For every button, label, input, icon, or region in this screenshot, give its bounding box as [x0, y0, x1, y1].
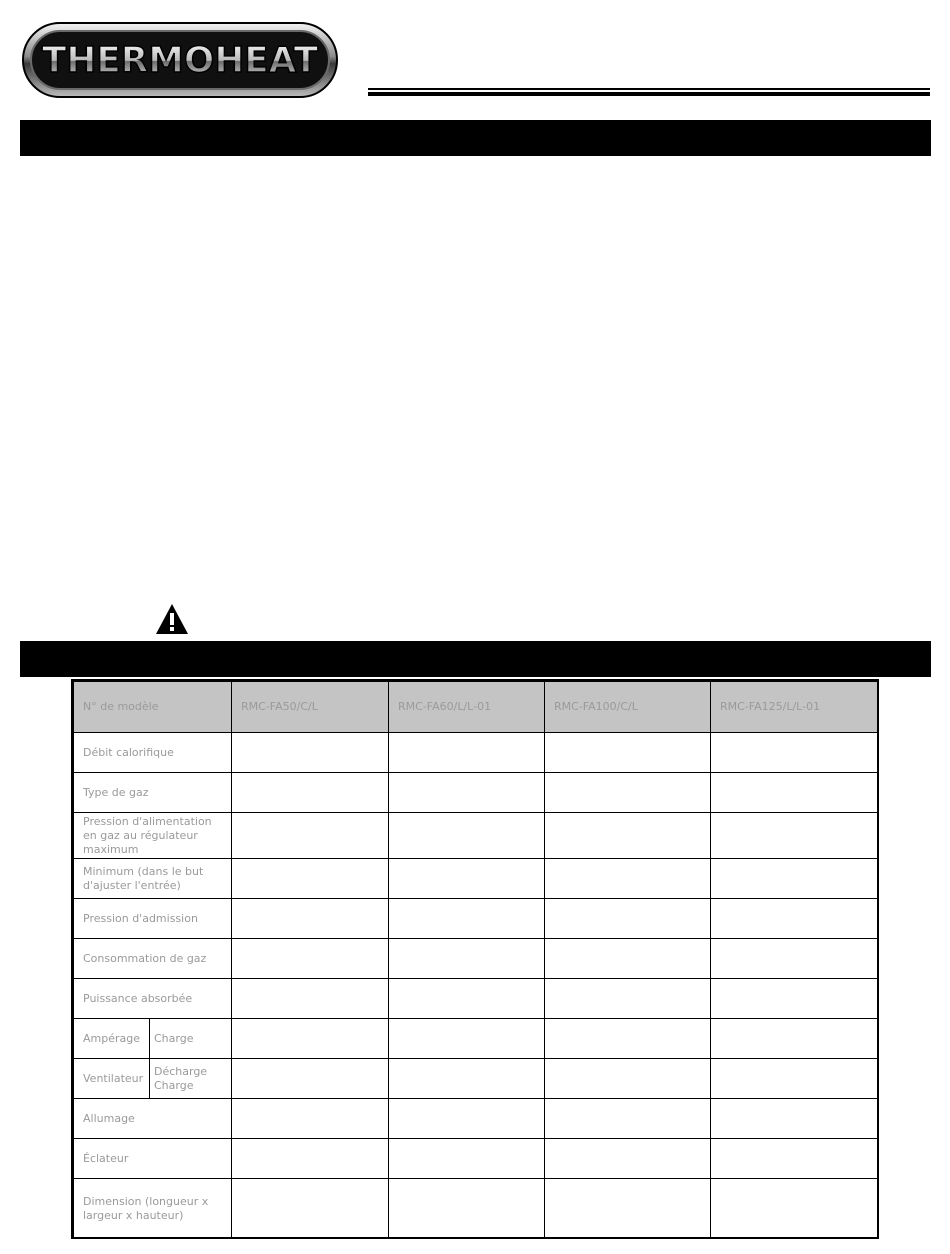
- row-sublabel: Décharge Charge: [154, 1064, 208, 1092]
- table-cell: [389, 859, 545, 899]
- row-label-split: [74, 1019, 232, 1059]
- header-model-no: N° de modèle: [74, 682, 232, 733]
- table-cell: [389, 1179, 545, 1239]
- table-row: [74, 939, 878, 979]
- table-cell: [711, 1019, 878, 1059]
- table-cell: [545, 939, 711, 979]
- row-label: Éclateur: [74, 1139, 232, 1179]
- table-cell: [711, 939, 878, 979]
- table-cell: [232, 1179, 389, 1239]
- table-cell: [232, 939, 389, 979]
- table-cell: [545, 733, 711, 773]
- table-cell: [545, 1059, 711, 1099]
- row-sublabel: Charge: [154, 1031, 194, 1045]
- table-cell: [711, 1179, 878, 1239]
- row-label: Pression d'admission: [74, 899, 232, 939]
- thermoheat-logo: [22, 22, 338, 98]
- header-model-3: RMC-FA100/C/L: [545, 682, 711, 733]
- table-cell: [389, 733, 545, 773]
- row-label-split: [74, 1059, 232, 1099]
- table-cell: [389, 939, 545, 979]
- table-cell: [389, 1019, 545, 1059]
- specifications-table: [71, 679, 879, 1239]
- table-cell: [545, 899, 711, 939]
- row-label: Débit calorifique: [74, 733, 232, 773]
- table-row: [74, 899, 878, 939]
- table-cell: [545, 813, 711, 859]
- table-cell: [232, 1099, 389, 1139]
- table-cell: [232, 859, 389, 899]
- table-cell: [389, 899, 545, 939]
- table-cell: [232, 1019, 389, 1059]
- table-cell: [545, 773, 711, 813]
- table-cell: [545, 859, 711, 899]
- table-cell: [232, 773, 389, 813]
- section-bar-specs: [20, 641, 931, 677]
- row-label: Type de gaz: [74, 773, 232, 813]
- header-model-4: RMC-FA125/L/L-01: [711, 682, 878, 733]
- table-cell: [711, 1099, 878, 1139]
- row-label: Dimension (longueur x largeur x hauteur): [74, 1179, 232, 1239]
- row-label: Puissance absorbée: [74, 979, 232, 1019]
- row-label: Allumage: [74, 1099, 232, 1139]
- table-cell: [389, 979, 545, 1019]
- table-row: [74, 813, 878, 859]
- row-label: Ventilateur: [74, 1059, 150, 1098]
- table-cell: [232, 733, 389, 773]
- header-rule-thin: [368, 88, 930, 90]
- row-label: Minimum (dans le but d'ajuster l'entrée): [74, 859, 232, 899]
- table-row: [74, 1059, 878, 1099]
- logo-text: THERMOHEAT: [42, 40, 319, 81]
- row-label: Pression d'alimentation en gaz au régulateur maximum: [74, 813, 232, 859]
- table-cell: [545, 1179, 711, 1239]
- table-cell: [389, 1139, 545, 1179]
- table-row: [74, 979, 878, 1019]
- table-row: [74, 859, 878, 899]
- table-cell: [389, 1059, 545, 1099]
- table-cell: [545, 1099, 711, 1139]
- header-model-1: RMC-FA50/C/L: [232, 682, 389, 733]
- table-cell: [232, 1059, 389, 1099]
- table-cell: [711, 1059, 878, 1099]
- table-cell: [389, 813, 545, 859]
- table-cell: [389, 1099, 545, 1139]
- table-cell: [711, 773, 878, 813]
- table-cell: [711, 1139, 878, 1179]
- table-row: [74, 733, 878, 773]
- table-row: [74, 1019, 878, 1059]
- table-cell: [711, 813, 878, 859]
- row-label: Ampérage: [74, 1019, 150, 1058]
- table-cell: [711, 859, 878, 899]
- table-cell: [711, 979, 878, 1019]
- table-header-row: [74, 682, 878, 733]
- table-cell: [545, 979, 711, 1019]
- header-rule-thick: [368, 92, 930, 96]
- table-cell: [232, 1139, 389, 1179]
- table-cell: [711, 733, 878, 773]
- table-row: [74, 1139, 878, 1179]
- row-label: Consommation de gaz: [74, 939, 232, 979]
- section-bar-top: [20, 120, 931, 156]
- table-cell: [711, 899, 878, 939]
- table-row: [74, 1179, 878, 1239]
- table-row: [74, 773, 878, 813]
- table-cell: [232, 813, 389, 859]
- warning-icon: [155, 603, 189, 635]
- header-model-2: RMC-FA60/L/L-01: [389, 682, 545, 733]
- table-row: [74, 1099, 878, 1139]
- table-cell: [232, 979, 389, 1019]
- table-cell: [545, 1019, 711, 1059]
- table-cell: [232, 899, 389, 939]
- table-cell: [389, 773, 545, 813]
- table-cell: [545, 1139, 711, 1179]
